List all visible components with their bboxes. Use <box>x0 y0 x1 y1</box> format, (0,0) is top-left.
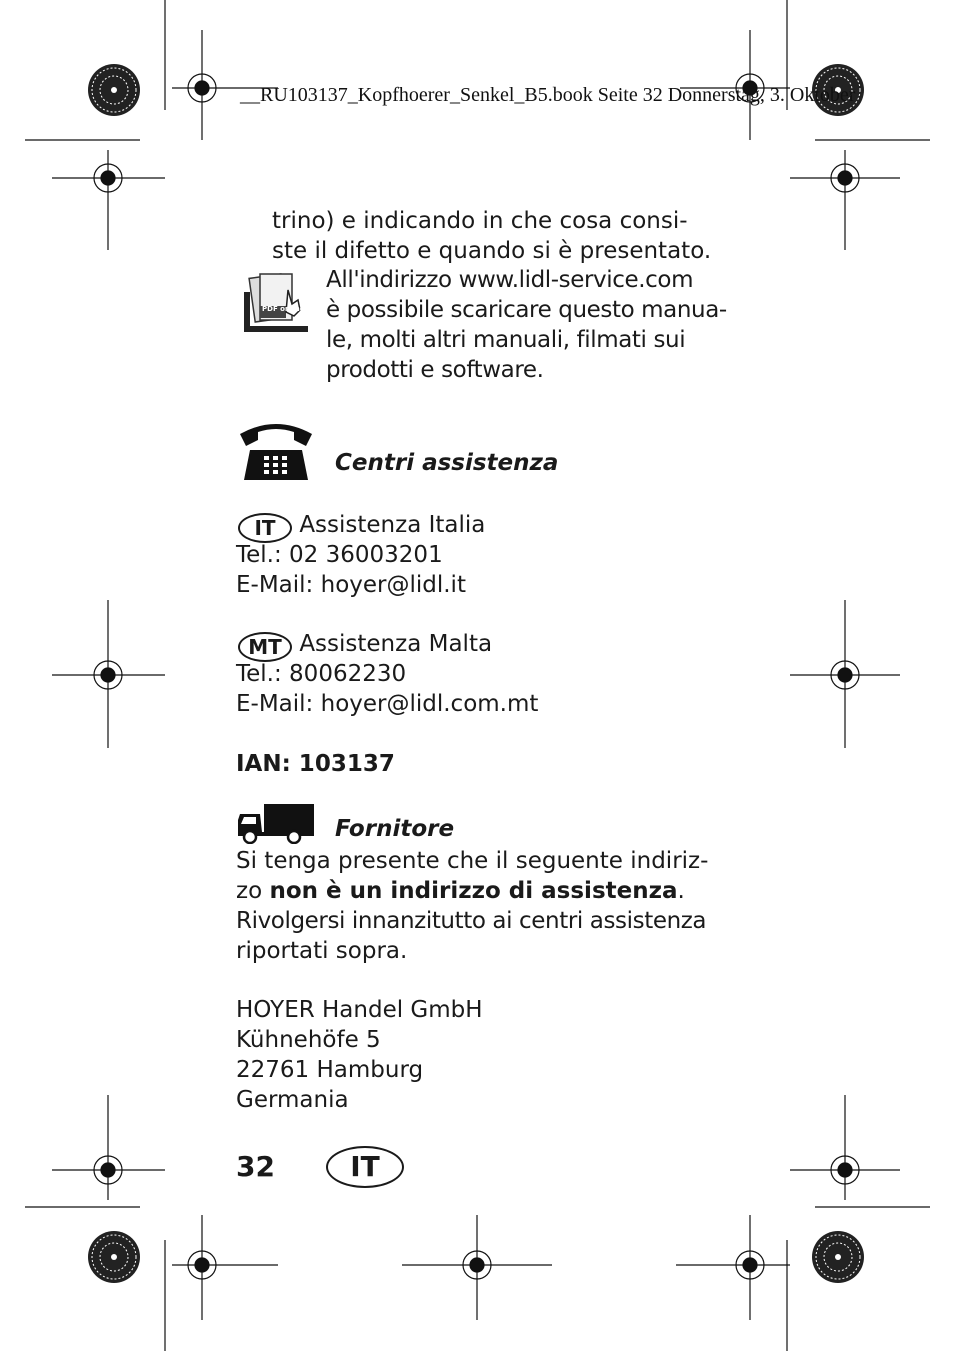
supplier-line-2 <box>236 876 685 906</box>
ian-number: IAN: 103137 <box>236 751 395 777</box>
service-heading: Centri assistenza <box>335 450 559 476</box>
intro-line-1: trino) e indicando in che cosa consi- <box>272 208 688 234</box>
download-line-1: All'indirizzo www.lidl-service.com <box>326 267 694 293</box>
supplier-line-2-suffix: . <box>677 878 685 904</box>
address-company: HOYER Handel GmbH <box>236 997 483 1023</box>
intro-line-2: ste il difetto e quando si è presentato. <box>272 238 712 264</box>
telephone-icon <box>236 420 316 482</box>
italy-phone: Tel.: 02 36003201 <box>236 542 443 568</box>
page-number: 32 <box>236 1150 275 1183</box>
malta-phone: Tel.: 80062230 <box>236 661 407 687</box>
address-country: Germania <box>236 1087 349 1113</box>
supplier-line-3: Rivolgersi innanzitutto ai centri assistenza <box>236 908 707 934</box>
italy-assistance-label: Assistenza Italia <box>299 512 486 538</box>
print-slug: __RU103137_Kopfhoerer_Senkel_B5.book Seite 32 Donnerstag, 3. Oktober <box>240 84 856 106</box>
address-city: 22761 Hamburg <box>236 1057 424 1083</box>
country-badge-mt: MT <box>238 632 292 662</box>
supplier-not-service-address: non è un indirizzo di assistenza <box>269 878 678 904</box>
truck-icon <box>236 802 316 844</box>
pdf-online-icon <box>240 270 312 336</box>
address-street: Kühnehöfe 5 <box>236 1027 381 1053</box>
supplier-heading: Fornitore <box>335 816 455 842</box>
download-line-4: prodotti e software. <box>326 357 544 383</box>
country-badge-it: IT <box>238 513 292 543</box>
pdf-online-label: PDF online <box>262 305 305 313</box>
supplier-line-1: Si tenga presente che il seguente indiriz- <box>236 848 709 874</box>
supplier-line-2-prefix: zo <box>236 878 270 904</box>
footer-language <box>326 1146 404 1188</box>
italy-email: E-Mail: hoyer@lidl.it <box>236 572 466 598</box>
italy-assistance-row <box>238 510 485 543</box>
malta-assistance-row <box>238 629 492 662</box>
download-line-3: le, molti altri manuali, filmati sui <box>326 327 686 353</box>
supplier-line-4: riportati sopra. <box>236 938 408 964</box>
malta-email: E-Mail: hoyer@lidl.com.mt <box>236 691 539 717</box>
footer-lang-badge: IT <box>326 1146 404 1188</box>
download-line-2: è possibile scaricare questo manua- <box>326 297 727 323</box>
malta-assistance-label: Assistenza Malta <box>299 631 493 657</box>
